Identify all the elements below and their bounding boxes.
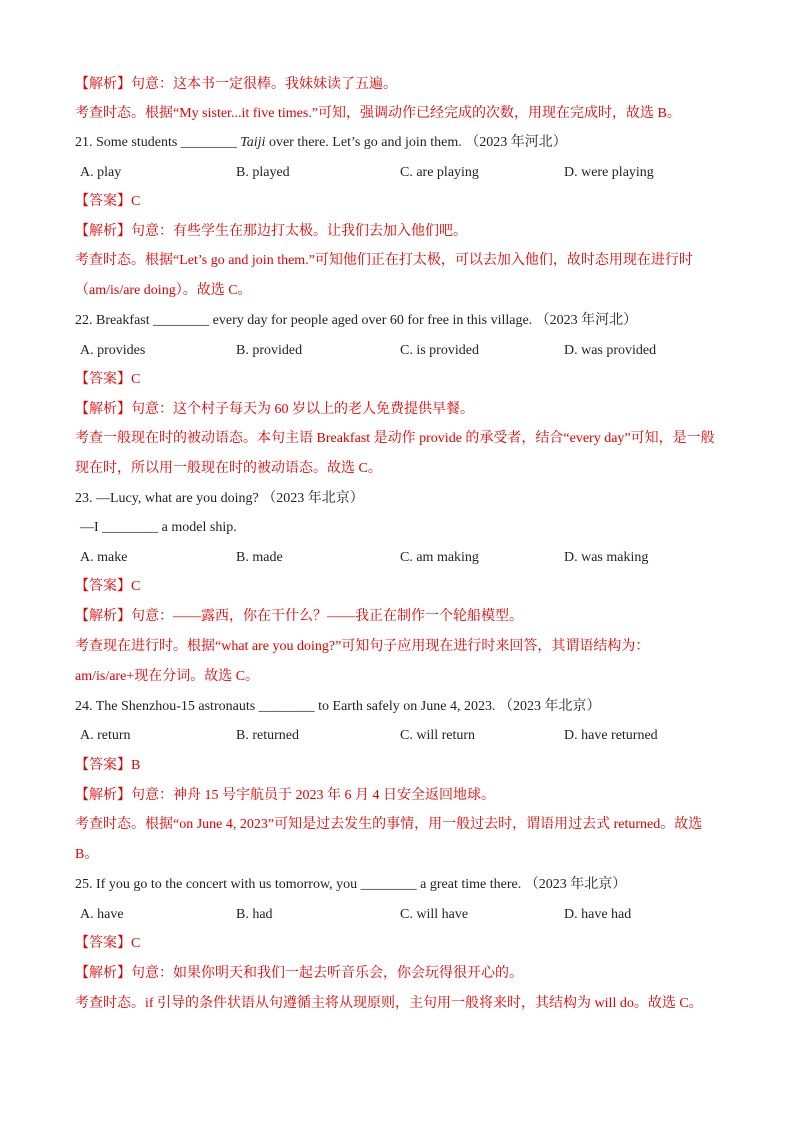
explanation-line: 考查一般现在时的被动语态。本句主语 Breakfast 是动作 provide 的承受者，结合“every day”可知，是一般 xyxy=(75,431,715,446)
question-21 xyxy=(75,133,760,153)
option-c: C. will return xyxy=(400,728,476,743)
question-italic-term: Taiji xyxy=(240,135,266,150)
explanation-line: 考查时态。if 引导的条件状语从句遵循主将从现原则，主句用一般将来时，其结构为 will do。故选 C。 xyxy=(75,996,703,1011)
option-c: C. is provided xyxy=(400,343,479,358)
analysis-line: 【解析】句意：这个村子每天为 60 岁以上的老人免费提供早餐。 xyxy=(75,402,474,417)
explanation-line: 现在时，所以用一般现在时的被动语态。故选 C。 xyxy=(75,461,382,476)
answer-line: 【答案】B xyxy=(75,758,141,773)
question-23-reply: —I ________ a model ship. xyxy=(80,520,237,535)
question-text: 21. Some students ________ xyxy=(75,135,241,150)
explanation-line: B。 xyxy=(75,847,99,862)
option-c: C. am making xyxy=(400,550,479,565)
option-d: D. have returned xyxy=(564,728,658,743)
question-text: over there. Let’s go and join them. （2023 年河北） xyxy=(265,135,567,150)
explanation-line: （am/is/are doing）。故选 C。 xyxy=(75,283,252,298)
option-b: B. had xyxy=(236,907,273,922)
option-c: C. will have xyxy=(400,907,469,922)
explanation-line: 考查时态。根据“My sister...it five times.”可知，强调动作已经完成的次数，用现在完成时，故选 B。 xyxy=(75,106,681,121)
analysis-line: 【解析】句意：——露西，你在干什么？——我正在制作一个轮船模型。 xyxy=(75,609,523,624)
question-24: 24. The Shenzhou-15 astronauts ________ to Earth safely on June 4, 2023. （2023 年北京） xyxy=(75,699,601,714)
option-b: B. provided xyxy=(236,343,303,358)
option-d: D. were playing xyxy=(564,165,654,180)
option-a: A. play xyxy=(80,165,122,180)
analysis-line: 【解析】句意：如果你明天和我们一起去听音乐会，你会玩得很开心的。 xyxy=(75,966,523,981)
option-a: A. return xyxy=(80,728,131,743)
answer-line: 【答案】C xyxy=(75,194,141,209)
option-c: C. are playing xyxy=(400,165,479,180)
question-22: 22. Breakfast ________ every day for people aged over 60 for free in this village. （2023 年河北） xyxy=(75,313,638,328)
option-a: A. make xyxy=(80,550,128,565)
explanation-line: 考查时态。根据“on June 4, 2023”可知是过去发生的事情，用一般过去时，谓语用过去式 returned。故选 xyxy=(75,817,703,832)
explanation-line: am/is/are+现在分词。故选 C。 xyxy=(75,669,260,684)
explanation-line: 考查现在进行时。根据“what are you doing?”可知句子应用现在进行时来回答，其谓语结构为： xyxy=(75,639,650,654)
answer-line: 【答案】C xyxy=(75,372,141,387)
question-23: 23. —Lucy, what are you doing? （2023 年北京） xyxy=(75,491,364,506)
analysis-line: 【解析】句意：神舟 15 号宇航员于 2023 年 6 月 4 日安全返回地球。 xyxy=(75,788,495,803)
analysis-line: 【解析】句意：有些学生在那边打太极。让我们去加入他们吧。 xyxy=(75,224,467,239)
option-d: D. was provided xyxy=(564,343,657,358)
question-25: 25. If you go to the concert with us tomorrow, you ________ a great time there. （2023 年北京） xyxy=(75,877,627,892)
option-a: A. have xyxy=(80,907,124,922)
option-d: D. was making xyxy=(564,550,649,565)
answer-line: 【答案】C xyxy=(75,936,141,951)
answer-line: 【答案】C xyxy=(75,579,141,594)
option-b: B. played xyxy=(236,165,290,180)
option-b: B. returned xyxy=(236,728,299,743)
explanation-line: 考查时态。根据“Let’s go and join them.”可知他们正在打太极，可以去加入他们，故时态用现在进行时 xyxy=(75,253,693,268)
analysis-line: 【解析】句意：这本书一定很棒。我妹妹读了五遍。 xyxy=(75,77,397,92)
option-a: A. provides xyxy=(80,343,146,358)
option-d: D. have had xyxy=(564,907,632,922)
option-b: B. made xyxy=(236,550,283,565)
